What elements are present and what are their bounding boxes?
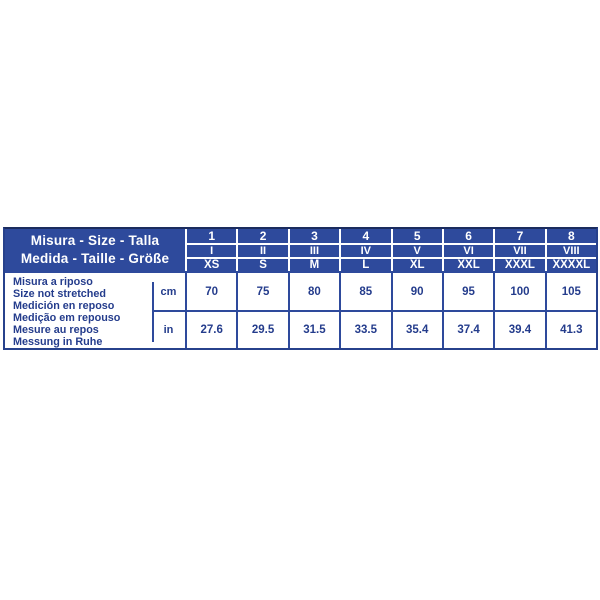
column-number-cell: 4 <box>339 229 390 243</box>
column-roman-cell: VIII <box>545 245 596 257</box>
size-column <box>288 273 339 348</box>
header-columns <box>185 229 596 271</box>
row-label-line-en: Size not stretched <box>13 288 106 300</box>
cm-value-cell: 95 <box>462 285 475 298</box>
in-value-cell: 41.3 <box>547 310 596 348</box>
table-title-line1: Misura - Size - Talla <box>30 233 160 248</box>
column-roman-cell: II <box>236 245 287 257</box>
column-roman-cell: III <box>288 245 339 257</box>
column-size-cell: XXXXL <box>545 259 596 271</box>
unit-in-label: in <box>152 310 185 348</box>
cm-value-cell: 100 <box>510 285 530 298</box>
cm-value-cell: 80 <box>308 285 321 298</box>
column-number-cell: 6 <box>442 229 493 243</box>
column-roman-cell: VII <box>493 245 544 257</box>
size-column <box>236 273 287 348</box>
column-size-cell: M <box>288 259 339 271</box>
column-number-cell: 2 <box>236 229 287 243</box>
column-roman-cell: V <box>391 245 442 257</box>
column-number-cell: 8 <box>545 229 596 243</box>
column-number-cell: 5 <box>391 229 442 243</box>
cm-value-cell: 85 <box>359 285 373 298</box>
column-roman-cell: VI <box>442 245 493 257</box>
in-value-cell: 31.5 <box>290 310 339 348</box>
table-title-line2: Medida - Taille - Größe <box>20 251 170 266</box>
in-value-cell: 27.6 <box>187 310 236 348</box>
in-value-cell: 39.4 <box>495 310 544 348</box>
in-value-cell: 35.4 <box>393 310 442 348</box>
column-number-cell: 1 <box>185 229 236 243</box>
header-row-sizes <box>185 257 596 271</box>
table-title <box>5 229 185 271</box>
column-size-cell: XXXL <box>493 259 544 271</box>
unit-column <box>152 273 185 348</box>
row-label-line-pt: Medição em repouso <box>13 312 121 324</box>
size-chart-table <box>3 227 598 350</box>
column-size-cell: XL <box>391 259 442 271</box>
measurement-row-label <box>5 273 152 348</box>
table-body <box>5 271 596 348</box>
unit-cm-label: cm <box>160 285 177 298</box>
in-value-cell: 33.5 <box>341 310 390 348</box>
column-size-cell: XS <box>185 259 236 271</box>
header-row-numbers <box>185 229 596 243</box>
cm-value-cell: 75 <box>256 285 270 298</box>
size-column <box>339 273 390 348</box>
header-row-roman <box>185 243 596 257</box>
in-value-cell: 29.5 <box>238 310 287 348</box>
cm-value-cell: 105 <box>561 285 581 298</box>
row-label-line-de: Messung in Ruhe <box>13 336 103 348</box>
row-label-line-it: Misura a riposo <box>13 276 93 288</box>
column-number-cell: 3 <box>288 229 339 243</box>
column-size-cell: XXL <box>442 259 493 271</box>
size-column <box>185 273 236 348</box>
in-value-cell: 37.4 <box>444 310 493 348</box>
column-number-cell: 7 <box>493 229 544 243</box>
column-roman-cell: I <box>185 245 236 257</box>
size-column <box>493 273 544 348</box>
size-column <box>442 273 493 348</box>
column-size-cell: S <box>236 259 287 271</box>
size-column <box>391 273 442 348</box>
cm-value-cell: 90 <box>410 285 424 298</box>
column-roman-cell: IV <box>339 245 390 257</box>
measurement-values-grid <box>185 273 596 348</box>
size-column <box>545 273 596 348</box>
cm-value-cell: 70 <box>205 285 219 298</box>
column-size-cell: L <box>339 259 390 271</box>
row-label-line-fr: Mesure au repos <box>13 324 99 336</box>
row-label-line-es: Medición en reposo <box>13 300 115 312</box>
table-header <box>5 229 596 271</box>
